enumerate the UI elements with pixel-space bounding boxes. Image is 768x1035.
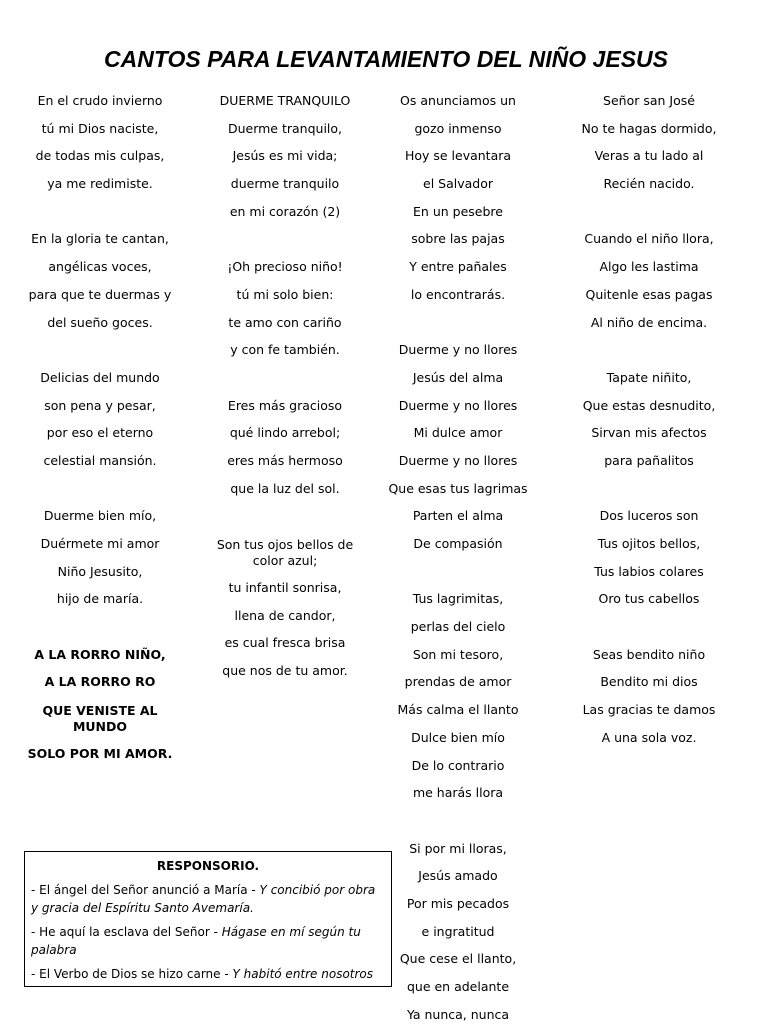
verse-line: celestial mansión. — [43, 452, 157, 468]
verse-line: Que estas desnudito, — [582, 397, 716, 413]
verse-line: SOLO POR MI AMOR. — [27, 746, 173, 762]
verse-line: ¡Oh precioso niño! — [227, 259, 343, 275]
verse-line: ya me redimiste. — [47, 176, 153, 192]
verse-line: Más calma el llanto — [397, 702, 519, 718]
verse-line: es cual fresca brisa — [224, 635, 346, 651]
stanza-gap — [383, 565, 533, 593]
verse-line: Jesús del alma — [412, 369, 504, 385]
verse-line: Dulce bien mío — [411, 729, 505, 745]
verse-line: llena de candor, — [234, 607, 336, 623]
responsorio-lead: - El ángel del Señor anunció a María - — [31, 883, 260, 897]
verse-line: para pañalitos — [604, 452, 694, 468]
verse-line: sobre las pajas — [411, 231, 505, 247]
verse-line: eres más hermoso — [227, 452, 343, 468]
verse-line: De lo contrario — [411, 757, 505, 773]
verse-line: Por mis pecados — [406, 895, 510, 911]
verse-line: A LA RORRO RO — [44, 674, 156, 690]
verse-line: Eres más gracioso — [227, 397, 343, 413]
verse-line: De compasión — [413, 536, 503, 551]
verse-line: Hoy se levantara — [404, 148, 512, 164]
verse-line: tú mi solo bien: — [236, 286, 334, 302]
song-column-3 — [383, 94, 533, 1035]
responsorio-heading: RESPONSORIO. — [156, 859, 260, 873]
verse-line: A una sola voz. — [601, 729, 697, 745]
verse-line: Duerme y no llores — [398, 397, 518, 413]
verse-line: me harás llora — [412, 785, 504, 801]
verse-line: e ingratitud — [421, 923, 495, 939]
verse-line: Delicias del mundo — [40, 369, 160, 385]
responsorio-line — [31, 881, 385, 917]
verse-line: Veras a tu lado al — [594, 148, 704, 164]
verse-line: Tapate niñito, — [606, 369, 692, 385]
stanza-gap — [210, 509, 360, 537]
verse-line: Las gracias te damos — [582, 702, 716, 718]
verse-line: duerme tranquilo — [230, 176, 340, 192]
verse-line: Duerme tranquilo, — [227, 120, 343, 136]
verse-line: Mi dulce amor — [413, 425, 503, 441]
verse-line: Algo les lastima — [599, 259, 699, 275]
verse-line: No te hagas dormido, — [581, 120, 717, 136]
verse-line: En el crudo invierno — [37, 93, 163, 108]
verse-line: Seas bendito niño — [592, 646, 706, 662]
song-column-2 — [210, 94, 360, 692]
verse-line: En un pesebre — [413, 203, 503, 219]
verse-line: Ya nunca, nunca — [406, 1006, 510, 1022]
verse-line: Os anunciamos un — [400, 93, 516, 108]
verse-line: Que esas tus lagrimas — [388, 480, 528, 496]
verse-line: que en adelante — [406, 979, 510, 994]
verse-line: tú mi Dios naciste, — [41, 120, 159, 136]
verse-line: gozo inmenso — [414, 120, 502, 136]
stanza-gap — [25, 205, 175, 233]
verse-line: Duerme y no llores — [398, 342, 518, 358]
stanza-gap — [210, 371, 360, 399]
page-title: CANTOS PARA LEVANTAMIENTO DEL NIÑO JESUS — [104, 46, 668, 72]
verse-line: Jesús amado — [418, 868, 498, 884]
stanza-gap — [383, 814, 533, 842]
stanza-gap — [25, 620, 175, 648]
stanza-gap — [574, 343, 724, 371]
verse-line: lo encontrarás. — [410, 286, 506, 302]
responsorio-lead: - He aquí la esclava del Señor - — [31, 925, 222, 939]
verse-line: Si por mi lloras, — [409, 840, 507, 856]
verse-line: que la luz del sol. — [230, 480, 340, 496]
verse-line: Jesús es mi vida; — [232, 148, 338, 164]
verse-line: Sirvan mis afectos — [591, 425, 707, 441]
stanza-gap — [574, 205, 724, 233]
song-column-1 — [25, 94, 175, 775]
verse-line: QUE VENISTE AL MUNDO — [42, 703, 158, 735]
verse-line: perlas del cielo — [410, 619, 506, 635]
verse-line: por eso el eterno — [46, 425, 154, 441]
verse-line: el Salvador — [423, 176, 493, 192]
stanza-gap — [210, 232, 360, 260]
song-column-4 — [574, 94, 724, 759]
stanza-gap — [25, 343, 175, 371]
stanza-gap — [574, 482, 724, 510]
responsorio-response: Y concibió por obra y gracia del Espíritu Santo Avemaría. — [31, 883, 376, 915]
verse-line: Señor san José — [603, 93, 695, 108]
verse-line: Cuando el niño llora, — [584, 231, 714, 247]
stanza-gap — [574, 620, 724, 648]
verse-line: Al niño de encima. — [590, 314, 708, 330]
verse-line: para que te duermas y — [28, 286, 172, 302]
verse-line: del sueño goces. — [47, 314, 153, 330]
verse-line: Quitenle esas pagas — [585, 286, 713, 302]
verse-line: prendas de amor — [404, 674, 512, 690]
verse-line: Duerme y no llores — [398, 452, 518, 468]
verse-line: angélicas voces, — [48, 259, 152, 275]
verse-line: Duerme bien mío, — [43, 508, 157, 524]
verse-line: tu infantil sonrisa, — [228, 580, 342, 595]
verse-line: de todas mis culpas, — [35, 148, 165, 164]
verse-line: son pena y pesar, — [44, 397, 156, 413]
verse-line: Recién nacido. — [603, 176, 695, 192]
verse-line: y con fe también. — [230, 342, 340, 358]
verse-line: Y entre pañales — [409, 259, 507, 275]
verse-line: que nos de tu amor. — [222, 663, 348, 679]
verse-line: Son mi tesoro, — [412, 646, 504, 662]
responsorio-box — [24, 851, 392, 987]
verse-line: Duérmete mi amor — [40, 536, 160, 551]
verse-line: Tus ojitos bellos, — [597, 536, 701, 551]
verse-line: Tus lagrimitas, — [412, 591, 504, 607]
stanza-gap — [25, 482, 175, 510]
verse-line: Tus labios colares — [594, 563, 704, 579]
responsorio-response: Y habitó entre nosotros — [232, 967, 374, 981]
verse-line: Bendito mi dios — [600, 674, 698, 690]
responsorio-response: Hágase en mí según tu palabra — [31, 925, 361, 957]
verse-line: A LA RORRO NIÑO, — [34, 646, 166, 662]
verse-line: En la gloria te cantan, — [31, 231, 169, 247]
verse-line: hijo de maría. — [56, 591, 144, 607]
verse-line: Oro tus cabellos — [598, 591, 700, 607]
verse-line: Niño Jesusito, — [57, 563, 143, 579]
verse-line: en mi corazón (2) — [229, 203, 341, 219]
verse-line: Son tus ojos bellos de color azul; — [216, 537, 354, 568]
verse-line: Parten el alma — [412, 508, 504, 524]
verse-line: qué lindo arrebol; — [229, 425, 341, 441]
responsorio-lead: - El Verbo de Dios se hizo carne - — [31, 967, 233, 981]
stanza-gap — [383, 316, 533, 344]
verse-line: te amo con cariño — [228, 314, 342, 330]
responsorio-line — [31, 923, 385, 959]
verse-line: Que cese el llanto, — [399, 951, 517, 967]
verse-line: Dos luceros son — [599, 508, 699, 524]
responsorio-line — [31, 965, 385, 983]
verse-line: DUERME TRANQUILO — [219, 93, 351, 108]
